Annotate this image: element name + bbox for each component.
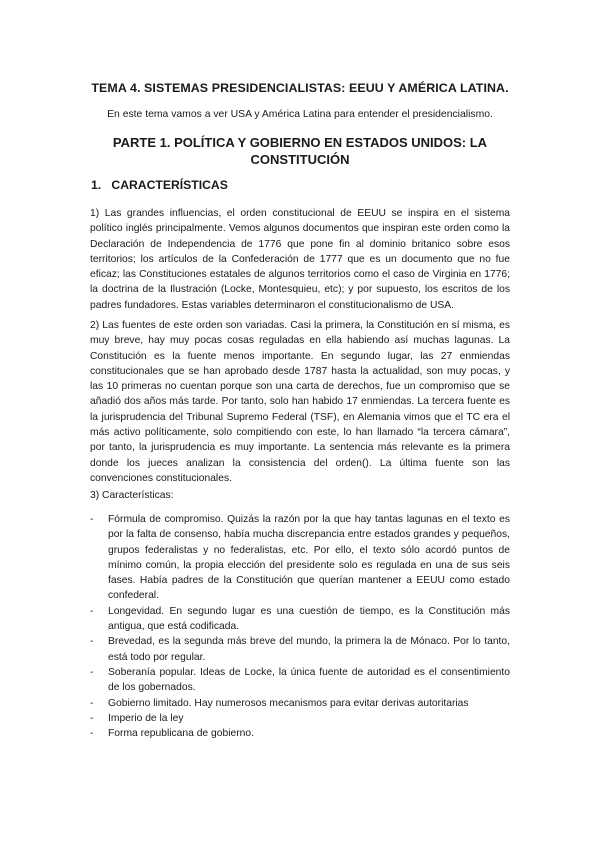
bullet-dash: - [90, 697, 94, 709]
list-item-text: Imperio de la ley [108, 712, 184, 724]
bullet-dash: - [90, 712, 94, 724]
list-item-text: Soberanía popular. Ideas de Locke, la única fuente de autoridad es el consentimiento de los gobernados. [108, 666, 510, 694]
section-heading [91, 178, 228, 192]
list-item-text: Longevidad. En segundo lugar es una cuestión de tiempo, es la Constitución más antigua, que está codificada. [108, 605, 510, 633]
intro-text: En este tema vamos a ver USA y América Latina para entender el presidencialismo. [107, 109, 493, 120]
list-item [90, 634, 510, 665]
list-item [90, 665, 510, 696]
list-item [90, 696, 510, 711]
section-title: CARACTERÍSTICAS [111, 178, 228, 192]
bullet-dash: - [90, 728, 94, 740]
bullet-dash: - [90, 666, 94, 678]
list-item [90, 512, 510, 604]
paragraph-characteristics-heading: 3) Características: [90, 490, 174, 501]
list-item-text: Forma republicana de gobierno. [108, 728, 254, 740]
list-item [90, 604, 510, 635]
bullet-dash: - [90, 514, 94, 525]
list-item [90, 711, 510, 726]
bullet-dash: - [90, 605, 94, 617]
characteristics-list [90, 512, 510, 741]
list-item [90, 726, 510, 741]
bullet-dash: - [90, 636, 94, 648]
list-item-text: Gobierno limitado. Hay numerosos mecanismos para evitar derivas autoritarias [108, 697, 469, 709]
document-title: TEMA 4. SISTEMAS PRESIDENCIALISTAS: EEUU Y AMÉRICA LATINA. [91, 81, 509, 95]
list-item-text: Brevedad, es la segunda más breve del mundo, la primera la de Mónaco. Por lo tanto, está todo por regular. [108, 636, 510, 663]
paragraph-sources: 2) Las fuentes de este orden son variadas. Casi la primera, la Constitución en sí misma, es muy breve, hay muy pocas cosas reguladas en ella habiendo así muchas lagunas. La Constitución es la fuente menos importante. En segundo lugar, las 27 enmiendas constitucionales que se han aprobado desde 1787 hasta la actualidad, son muy pocas, y las 10 primeras no cuentan porque son una carta de derechos, fue un compromiso que se añadió dos años más tarde. Por tanto, solo han habido 17 enmiendas. La tercera fuente es la jurisprudencia del Tribunal Supremo Federal (TSF), en Alemania vimos que el TC era el más activo políticamente, solo compitiendo con este, lo han llamado “la tercera cámara”, por tanto, la jurisprudencia es muy importante. La sentencia más relevante es la primera donde los jueces analizan la consistencia del orden(). La última fuente son las convenciones constitucionales. [90, 320, 510, 484]
part-title: PARTE 1. POLÍTICA Y GOBIERNO EN ESTADOS UNIDOS: LA CONSTITUCIÓN [112, 135, 488, 167]
list-item-text: Fórmula de compromiso. Quizás la razón por la que hay tantas lagunas en el texto es por la falta de consenso, había mucha discrepancia entre estados grandes y pequeños, grupos federalistas y no federalistas, etc. Por ello, el texto sólo acordó puntos de mínimo común, la propia elección del presidente solo es regulada en una de sus seis fases. Había padres de la Constitución que querían mantener a EEUU como estado confederal. [108, 514, 510, 602]
section-number: 1. [91, 178, 102, 192]
paragraph-influences: 1) Las grandes influencias, el orden constitucional de EEUU se inspira en el sistema político inglés principalmente. Vemos algunos documentos que inspiran este orden como la Declaración de Independencia de 1776 que pone fin al dominio britanico sobre esos territorios; los artículos de la Confederación de 1777 que es un documento que no fue eficaz; las Constituciones estatales de algunos territorios como el caso de Virginia en 1776; la doctrina de la Ilustración (Locke, Montesquieu, etc); y por supuesto, los escritos de los padres fundadores. Estas variables determinaron el constitucionalismo de USA. [90, 208, 510, 311]
